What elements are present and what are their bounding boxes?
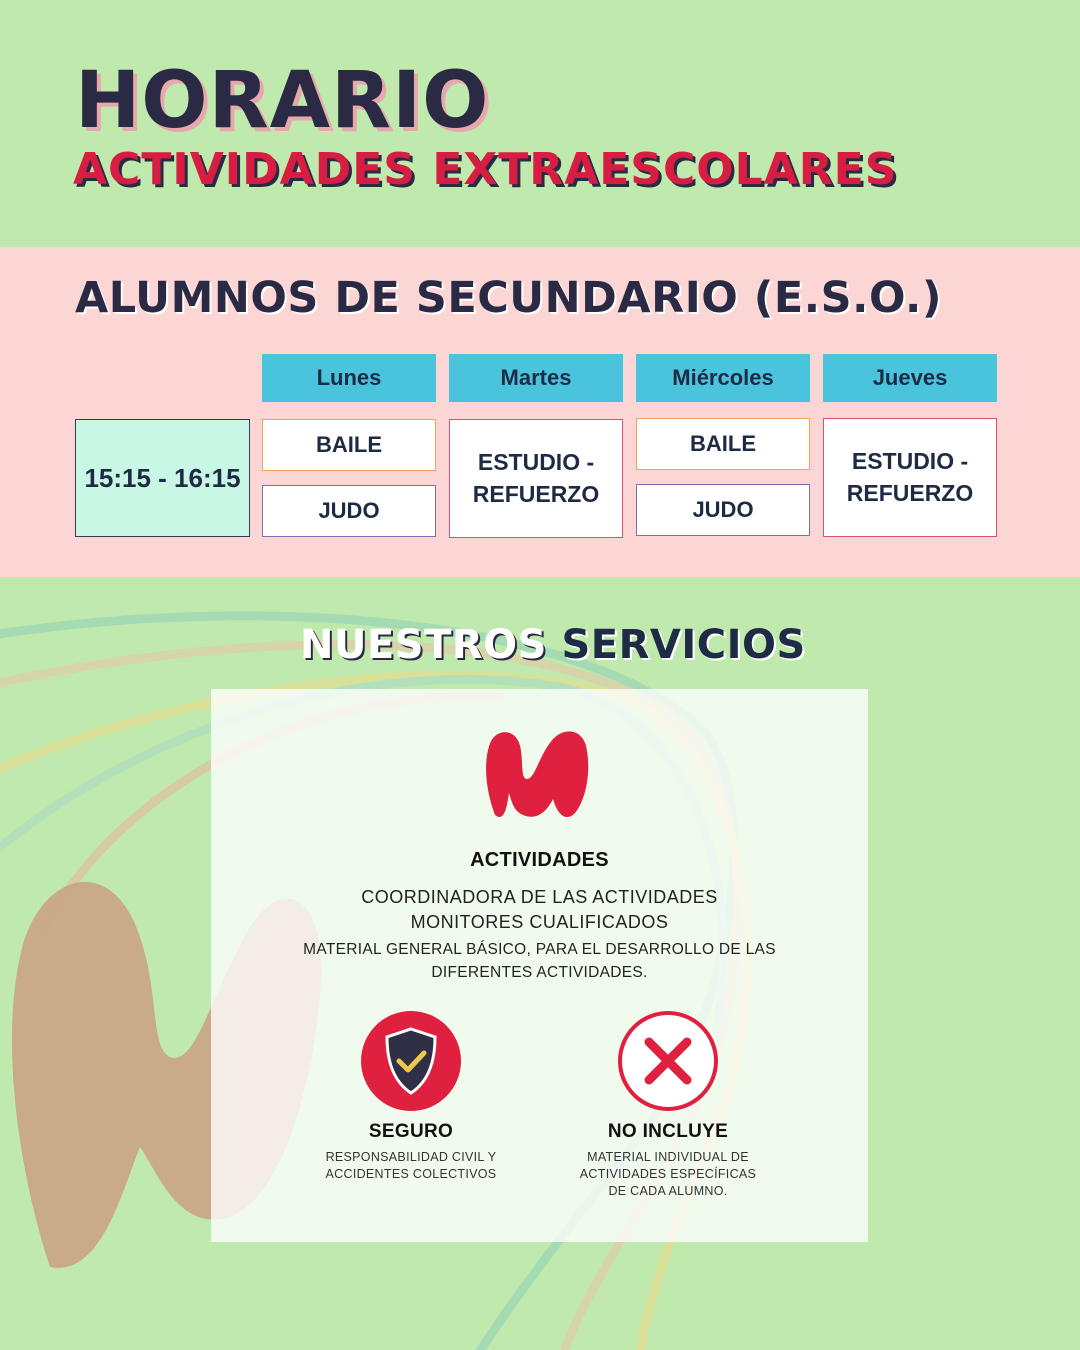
day-header-miercoles: Miércoles [636,354,810,402]
feature-seguro [301,1009,521,1183]
day-header-jueves: Jueves [823,354,997,402]
feature-seguro-desc [301,1149,521,1183]
schedule-heading: ALUMNOS DE SECUNDARIO (E.S.O.) [75,273,943,323]
page-title: HORARIO [75,56,490,146]
cell-lunes-judo: JUDO [262,485,436,537]
services-title-part2: SERVICIOS [561,622,806,668]
feature-no-incluye [558,1009,778,1200]
cell-lunes-baile: BAILE [262,419,436,471]
feature-seguro-desc-line: ACCIDENTES COLECTIVOS [325,1167,497,1181]
services-title-part1: NUESTROS [300,622,547,668]
feature-no-incluye-desc-line: DE CADA ALUMNO. [608,1184,728,1198]
day-header-martes: Martes [449,354,623,402]
services-card [211,689,868,1242]
cell-martes-estudio: ESTUDIO - REFUERZO [449,419,623,538]
feature-no-incluye-desc [558,1149,778,1200]
page-subtitle: ACTIVIDADES EXTRAESCOLARES [73,144,898,195]
schedule-section [0,247,1080,577]
day-header-lunes: Lunes [262,354,436,402]
activities-line-1: COORDINADORA DE LAS ACTIVIDADES [361,887,718,907]
m-logo-icon [481,729,597,819]
cell-jueves-estudio: ESTUDIO - REFUERZO [823,418,997,537]
feature-no-incluye-desc-line: ACTIVIDADES ESPECÍFICAS [579,1167,757,1181]
feature-no-incluye-title: NO INCLUYE [607,1121,729,1142]
activities-title: ACTIVIDADES [470,849,609,871]
time-slot-cell: 15:15 - 16:15 [75,419,250,537]
shield-check-icon [359,1009,463,1113]
activities-line-2: MONITORES CUALIFICADOS [410,912,669,932]
feature-seguro-desc-line: RESPONSABILIDAD CIVIL Y [325,1150,497,1164]
feature-seguro-title: SEGURO [368,1121,454,1142]
cell-miercoles-baile: BAILE [636,418,810,470]
feature-no-incluye-desc-line: MATERIAL INDIVIDUAL DE [587,1150,749,1164]
x-circle-icon [616,1009,720,1113]
cell-miercoles-judo: JUDO [636,484,810,536]
activities-line-3: MATERIAL GENERAL BÁSICO, PARA EL DESARROLLO DE LAS DIFERENTES ACTIVIDADES. [303,941,776,981]
services-title [300,622,806,668]
